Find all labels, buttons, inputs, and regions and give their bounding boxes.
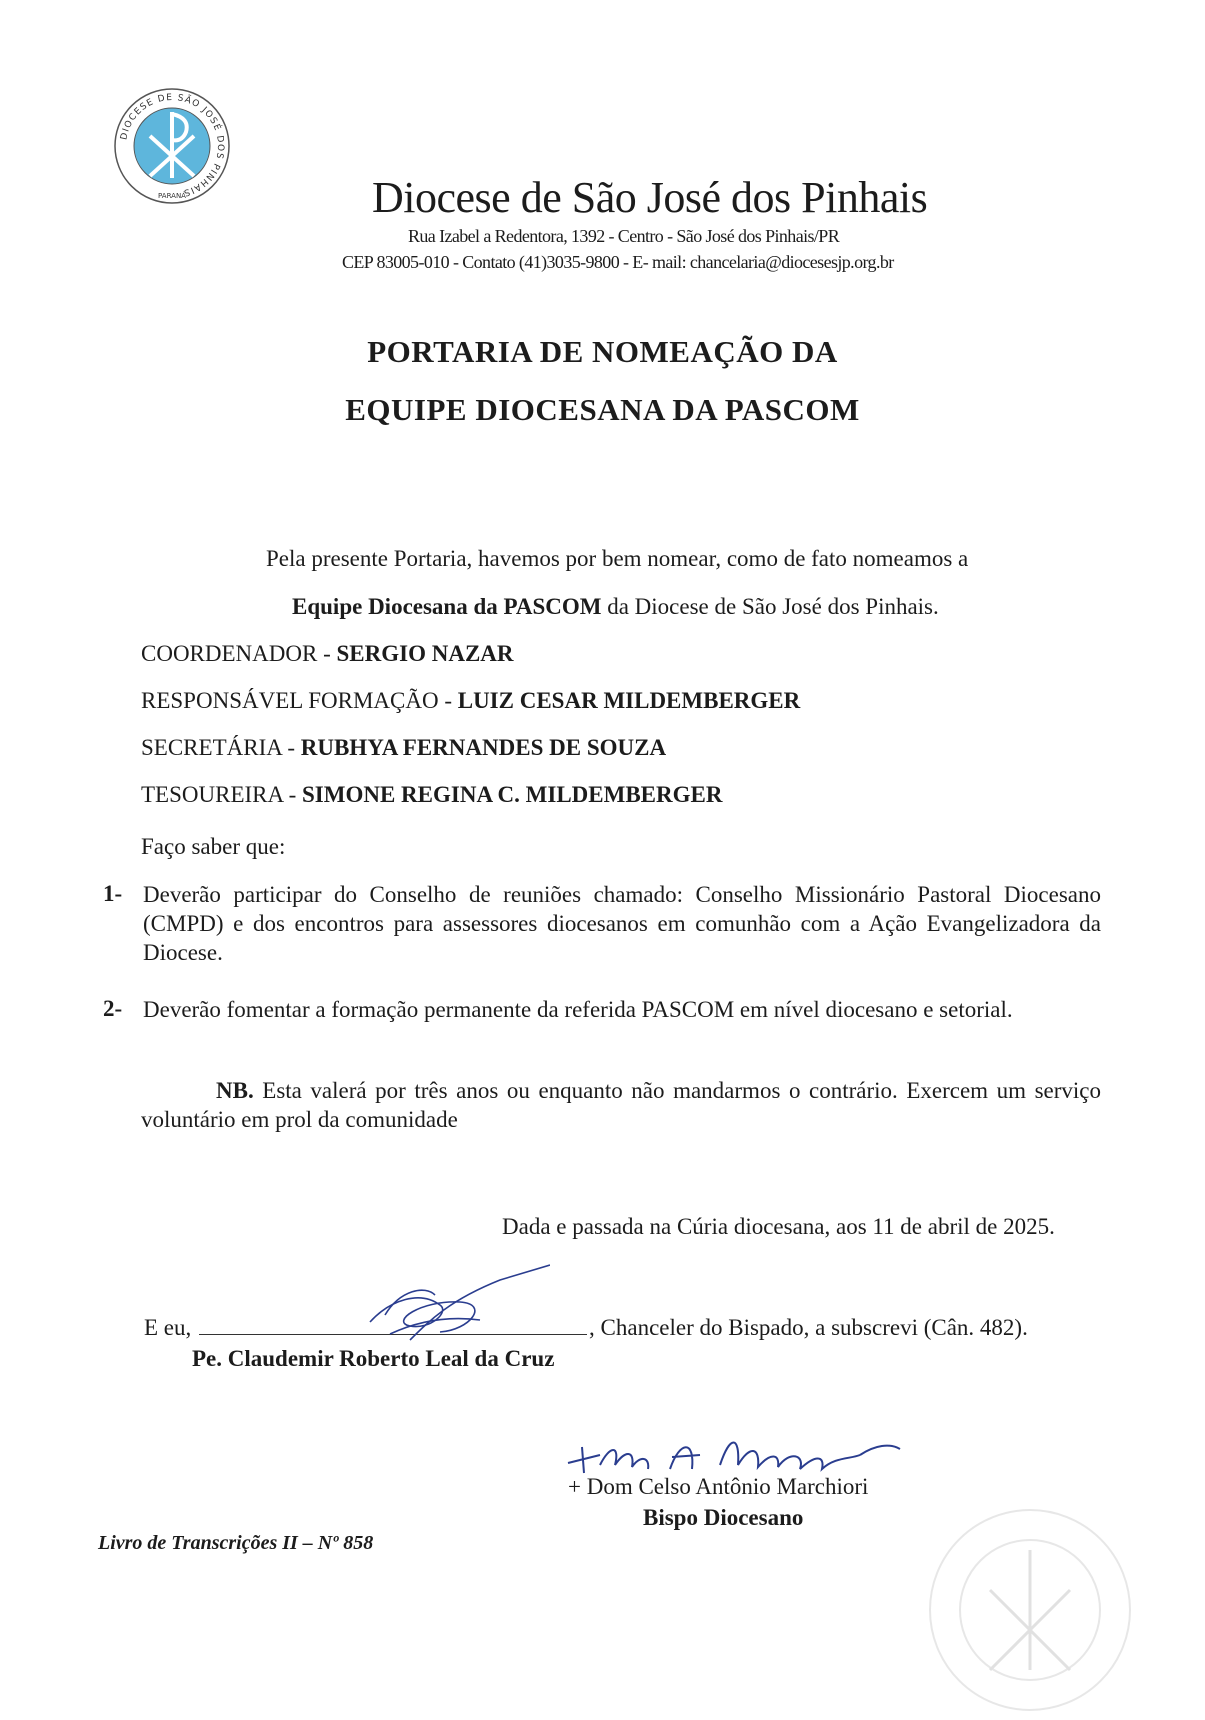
role-title: RESPONSÁVEL FORMAÇÃO (141, 688, 439, 713)
role-coordinator: COORDENADOR - SERGIO NAZAR (141, 641, 514, 666)
intro-line2 (292, 594, 939, 620)
embossed-seal (920, 1500, 1140, 1720)
item-text: Deverão fomentar a formação permanente da referida PASCOM em nível diocesano e setorial. (143, 997, 1013, 1022)
diocese-seal (112, 86, 232, 206)
chancellor-suffix: , Chanceler do Bispado, a subscrevi (Cân. 482). (589, 1315, 1028, 1340)
bishop-name: + Dom Celso Antônio Marchiori (568, 1474, 869, 1499)
nb-label: NB. (216, 1078, 254, 1103)
chancellor-line (144, 1315, 1028, 1341)
team-name: Equipe Diocesana da PASCOM (292, 594, 602, 619)
seal-bottom-text: PARANÁ (158, 192, 186, 200)
role-title: TESOUREIRA (141, 782, 283, 807)
organization-contact: CEP 83005-010 - Contato (41)3035-9800 - E- mail: chancelaria@diocesesjp.org.br (342, 252, 894, 272)
role-treasurer: TESOUREIRA - SIMONE REGINA C. MILDEMBERGER (141, 782, 723, 807)
role-title: COORDENADOR (141, 641, 318, 666)
bishop-title: Bispo Diocesano (643, 1505, 804, 1530)
role-person: SIMONE REGINA C. MILDEMBERGER (302, 782, 723, 807)
seal-ring-text: DIOCESE DE SÃO JOSÉ DOS PINHAIS (119, 92, 226, 198)
chancellor-signature (350, 1260, 550, 1360)
item-number: 2- (103, 996, 123, 1021)
role-secretary: SECRETÁRIA - RUBHYA FERNANDES DE SOUZA (141, 735, 667, 760)
document-title-line2: EQUIPE DIOCESANA DA PASCOM (345, 392, 860, 427)
item-text: Deverão participar do Conselho de reuniões chamado: Conselho Missionário Pastoral Diocesano (CMPD) e dos encontros para assessores diocesanos em comunhão com a Ação Evangelizadora da Diocese. (143, 882, 1101, 965)
role-person: RUBHYA FERNANDES DE SOUZA (300, 735, 667, 760)
chancellor-name: Pe. Claudemir Roberto Leal da Cruz (192, 1346, 555, 1371)
organization-name: Diocese de São José dos Pinhais (372, 173, 928, 222)
item-number: 1- (103, 881, 123, 906)
faco-saber: Faço saber que: (141, 834, 286, 859)
role-person: LUIZ CESAR MILDEMBERGER (457, 688, 801, 713)
nb-paragraph (141, 1076, 1101, 1134)
organization-address: Rua Izabel a Redentora, 1392 - Centro - São José dos Pinhais/PR (408, 226, 840, 246)
role-formation: RESPONSÁVEL FORMAÇÃO - LUIZ CESAR MILDEMBERGER (141, 688, 801, 713)
role-title: SECRETÁRIA (141, 735, 282, 760)
document-title-line1: PORTARIA DE NOMEAÇÃO DA (367, 334, 838, 369)
date-line: Dada e passada na Cúria diocesana, aos 11 de abril de 2025. (502, 1214, 1055, 1239)
chancellor-prefix: E eu, (144, 1315, 192, 1340)
role-person: SERGIO NAZAR (336, 641, 514, 666)
book-reference: Livro de Transcrições II – Nº 858 (98, 1532, 374, 1554)
intro-line2-rest: da Diocese de São José dos Pinhais. (601, 594, 939, 619)
nb-text: Esta valerá por três anos ou enquanto não mandarmos o contrário. Exercem um serviço voluntário em prol da comunidade (141, 1078, 1101, 1132)
intro-line1: Pela presente Portaria, havemos por bem nomear, como de fato nomeamos a (266, 546, 969, 571)
